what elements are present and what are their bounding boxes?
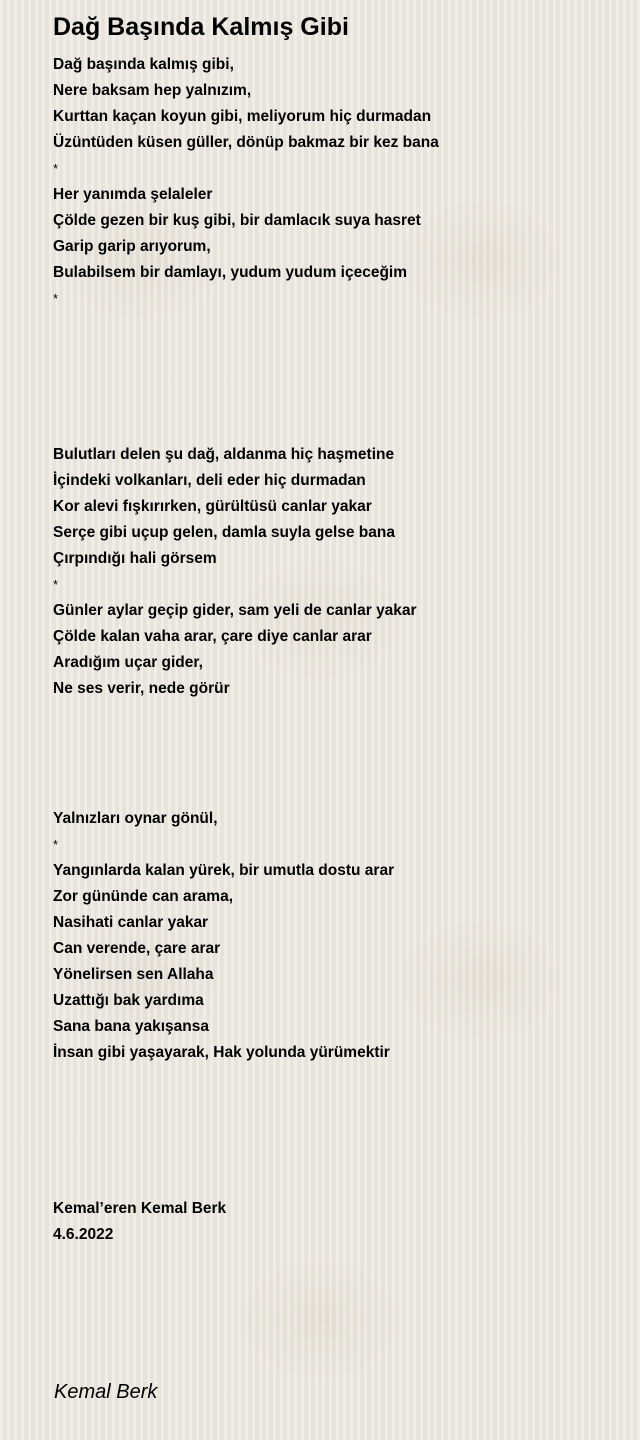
- blank-line: [53, 780, 613, 806]
- poem-line: Çırpındığı hali görsem: [53, 550, 217, 567]
- poem-line: Nere baksam hep yalnızım,: [53, 82, 252, 99]
- blank-line: [53, 390, 613, 416]
- poem-line: İçindeki volkanları, deli eder hiç durmadan: [53, 472, 366, 489]
- poem-line: Üzüntüden küsen güller, dönüp bakmaz bir kez bana: [53, 134, 439, 151]
- poem-line: Uzattığı bak yardıma: [53, 992, 204, 1009]
- blank-line: [53, 1144, 613, 1170]
- blank-line: [53, 728, 613, 754]
- blank-line: [53, 1170, 613, 1196]
- poem-line: Kor alevi fışkırırken, gürültüsü canlar yakar: [53, 498, 372, 515]
- blank-line: [53, 754, 613, 780]
- poem-line: Çölde kalan vaha arar, çare diye canlar arar: [53, 628, 372, 645]
- blank-line: [53, 1092, 613, 1118]
- poem-line: Serçe gibi uçup gelen, damla suyla gelse bana: [53, 524, 395, 541]
- poem-line: 4.6.2022: [53, 1226, 114, 1243]
- poem-line: İnsan gibi yaşayarak, Hak yolunda yürümektir: [53, 1044, 390, 1061]
- poem-title: Dağ Başında Kalmış Gibi: [53, 13, 349, 41]
- poem-line: Günler aylar geçip gider, sam yeli de canlar yakar: [53, 602, 417, 619]
- stanza-separator: *: [53, 837, 59, 852]
- poem-line: Sana bana yakışansa: [53, 1018, 209, 1035]
- poem-line: Her yanımda şelaleler: [53, 186, 213, 203]
- poem-line: Yalnızları oynar gönül,: [53, 810, 218, 827]
- poem-line: Yangınlarda kalan yürek, bir umutla dostu arar: [53, 862, 395, 879]
- stanza-separator: *: [53, 161, 59, 176]
- poem-line: Can verende, çare arar: [53, 940, 221, 957]
- poem-line: Yönelirsen sen Allaha: [53, 966, 214, 983]
- author-signature: Kemal Berk: [54, 1381, 158, 1403]
- poem-line: Dağ başında kalmış gibi,: [53, 56, 234, 73]
- poem-line: Kemal’eren Kemal Berk: [53, 1200, 227, 1217]
- blank-line: [53, 338, 613, 364]
- blank-line: [53, 312, 613, 338]
- blank-line: [53, 416, 613, 442]
- poem-line: Nasihati canlar yakar: [53, 914, 209, 931]
- poem-line: Garip garip arıyorum,: [53, 238, 211, 255]
- stanza-separator: *: [53, 291, 59, 306]
- blank-line: [53, 1118, 613, 1144]
- blank-line: [53, 364, 613, 390]
- poem-line: Ne ses verir, nede görür: [53, 680, 230, 697]
- poem-line: Kurttan kaçan koyun gibi, meliyorum hiç durmadan: [53, 108, 432, 125]
- poem-line: Bulutları delen şu dağ, aldanma hiç haşmetine: [53, 446, 395, 463]
- poem-line: Çölde gezen bir kuş gibi, bir damlacık suya hasret: [53, 212, 421, 229]
- poem-line: Aradığım uçar gider,: [53, 654, 203, 671]
- poem-body: [53, 52, 613, 1248]
- blank-line: [53, 1066, 613, 1092]
- poem-line: Bulabilsem bir damlayı, yudum yudum içeceğim: [53, 264, 408, 281]
- poem-line: Zor gününde can arama,: [53, 888, 234, 905]
- stanza-separator: *: [53, 577, 59, 592]
- blank-line: [53, 702, 613, 728]
